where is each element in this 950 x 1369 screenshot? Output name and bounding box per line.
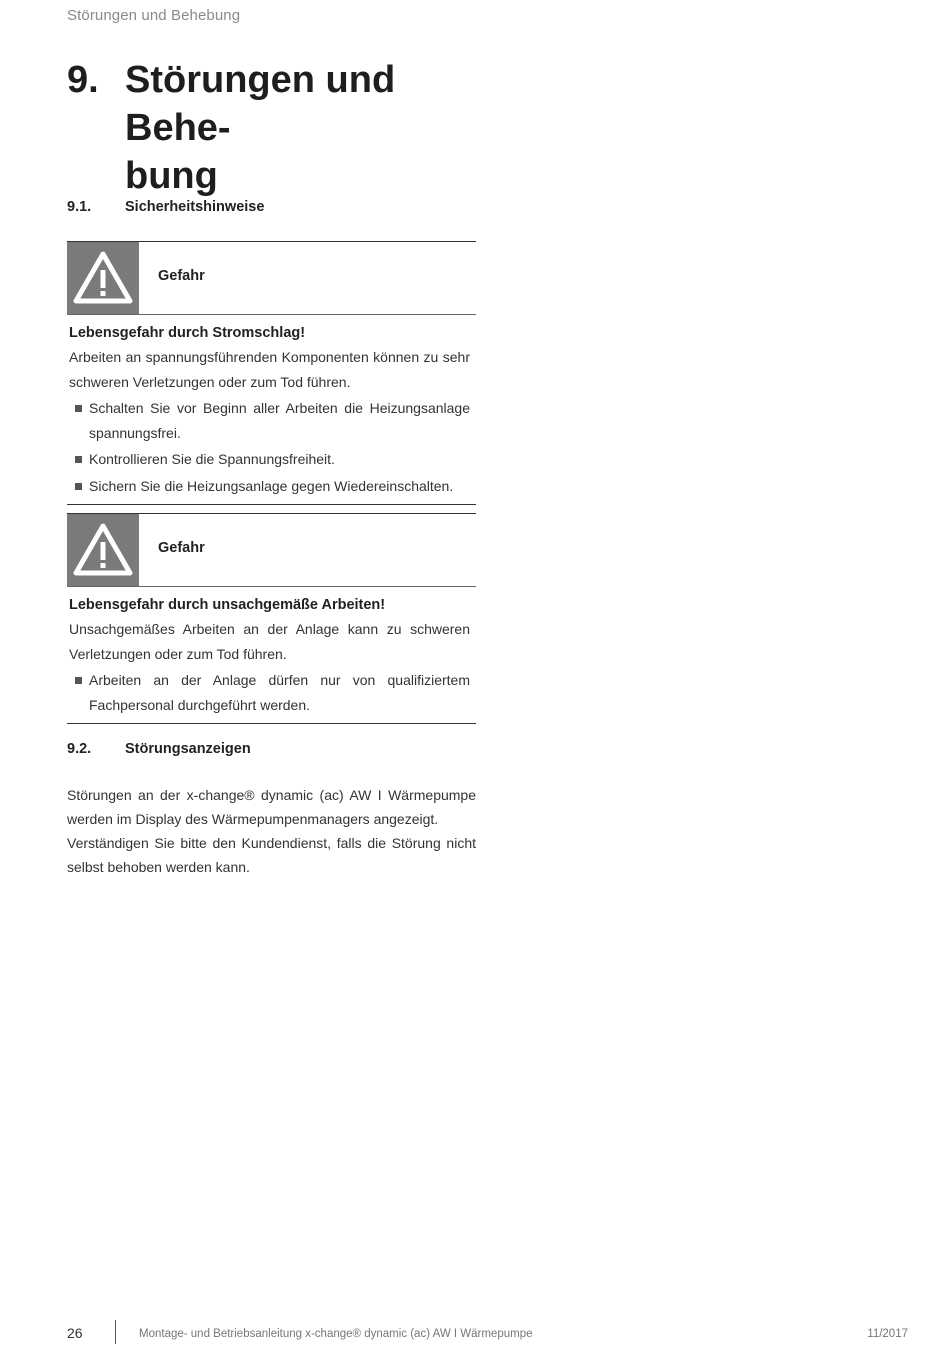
- warning-bullet-list: [69, 668, 470, 717]
- warning-subtitle: Lebensgefahr durch unsachgemäße Arbeiten!: [69, 597, 386, 613]
- warning-header: [67, 513, 476, 587]
- warning-label: Gefahr: [158, 268, 205, 284]
- bullet-square-icon: [75, 405, 82, 412]
- chapter-title-line1: Störungen und Behe-: [125, 59, 396, 149]
- warning-body: [67, 587, 476, 724]
- section-heading-9-2: [67, 741, 251, 757]
- list-item: Arbeiten an der Anlage dürfen nur von qualifiziertem Fachpersonal durchgeführt werden.: [69, 668, 470, 717]
- bullet-square-icon: [75, 456, 82, 463]
- body-text: [67, 783, 476, 879]
- body-paragraph-1: Störungen an der x-change® dynamic (ac) AW I Wärmepumpe werden im Display des Wärmepumpenmanagers angezeigt.: [67, 787, 476, 827]
- section-heading-9-1: [67, 199, 264, 215]
- footer-date: 11/2017: [867, 1328, 908, 1340]
- warning-triangle-icon: [72, 250, 134, 306]
- section-title: Störungsanzeigen: [125, 741, 251, 757]
- warning-icon-box: [67, 242, 139, 314]
- running-header: Störungen und Behebung: [67, 7, 241, 24]
- warning-text: Unsachgemäßes Arbeiten an der Anlage kann zu schweren Verletzungen oder zum Tod führen.: [69, 621, 470, 662]
- section-title: Sicherheitshinweise: [125, 199, 265, 215]
- warning-label: Gefahr: [158, 540, 205, 556]
- warning-bullet-list: [69, 396, 470, 498]
- list-item: Sichern Sie die Heizungsanlage gegen Wiedereinschalten.: [69, 474, 470, 499]
- warning-box-electric: [67, 241, 476, 505]
- warning-header: [67, 241, 476, 315]
- chapter-number: 9.: [67, 59, 99, 101]
- body-paragraph-2: Verständigen Sie bitte den Kundendienst, falls die Störung nicht selbst behoben werden kann.: [67, 835, 476, 875]
- footer-document-title: Montage- und Betriebsanleitung x-change® dynamic (ac) AW I Wärmepumpe: [139, 1328, 533, 1340]
- page-number: 26: [67, 1325, 83, 1341]
- warning-box-improper-work: [67, 513, 476, 724]
- section-number: 9.1.: [67, 199, 92, 215]
- bullet-square-icon: [75, 483, 82, 490]
- warning-body: [67, 315, 476, 505]
- warning-triangle-icon: [72, 522, 134, 578]
- warning-text: Arbeiten an spannungsführenden Komponenten können zu sehr schweren Verletzungen oder zum Tod führen.: [69, 349, 470, 390]
- list-item: Kontrollieren Sie die Spannungsfreiheit.: [69, 447, 470, 472]
- warning-subtitle: Lebensgefahr durch Stromschlag!: [69, 325, 306, 341]
- bullet-square-icon: [75, 677, 82, 684]
- footer-divider: [115, 1320, 116, 1344]
- section-number: 9.2.: [67, 741, 92, 757]
- list-item: Schalten Sie vor Beginn aller Arbeiten die Heizungsanlage spannungsfrei.: [69, 396, 470, 445]
- warning-icon-box: [67, 514, 139, 586]
- chapter-title: [125, 56, 485, 200]
- chapter-title-line2: bung: [125, 155, 218, 197]
